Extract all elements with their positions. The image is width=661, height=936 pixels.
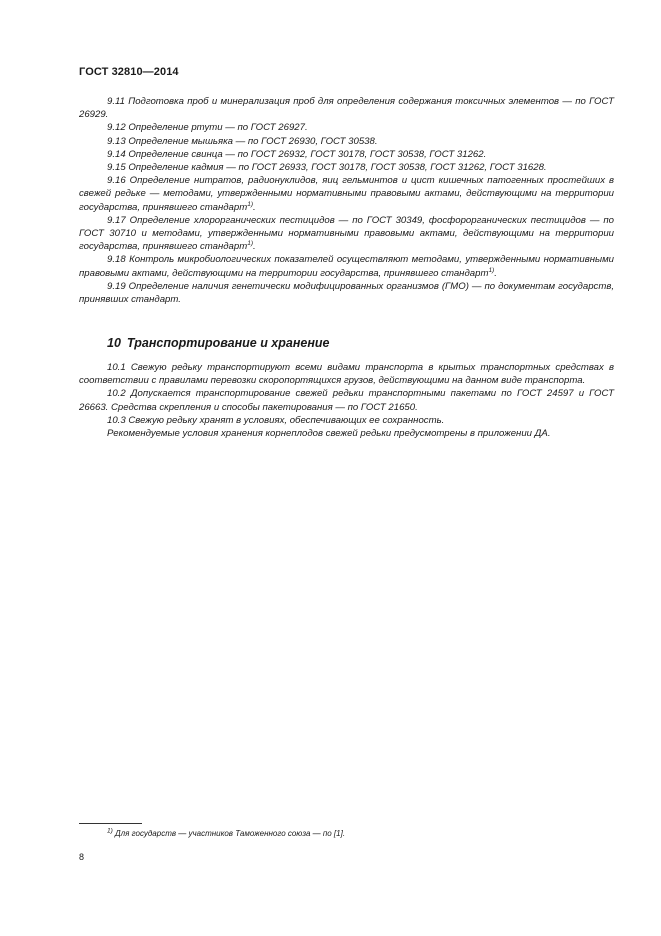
paragraph-9-11: 9.11 Подготовка проб и минерализация проб для определения содержания токсичных элементов — по ГОСТ 26929. (79, 96, 614, 121)
footnote-ref: 1) (488, 266, 495, 274)
section-10-heading (107, 336, 329, 350)
paragraph-9-15: 9.15 Определение кадмия — по ГОСТ 26933, ГОСТ 30178, ГОСТ 30538, ГОСТ 31262, ГОСТ 31628. (107, 162, 547, 174)
footnote-ref: 1) (247, 240, 253, 248)
paragraph-9-16: 9.16 Определение нитратов, радионуклидов, яиц гельминтов и цист кишечных патогенных простейших в свежей редьке — методами, утвержденными нормативными правовыми актами, действующими на территории государства, принявшего стандарт$^{1)}$. (79, 175, 614, 213)
footnote-text: Для государств — участников Таможенного союза — по [1]. (115, 829, 346, 838)
paragraph-9-13: 9.13 Определение мышьяка — по ГОСТ 26930, ГОСТ 30538. (107, 135, 378, 147)
section-title: Транспортирование и хранение (126, 336, 330, 350)
document-header: ГОСТ 32810—2014 (79, 66, 179, 78)
page-number: 8 (79, 852, 85, 862)
paragraph-10-2: 10.2 Допускается транспортирование свежей редьки транспортными пакетами по ГОСТ 24597 и ГОСТ 26663. Средства скрепления и способы пакетирования — по ГОСТ 21650. (79, 388, 614, 413)
footnote (107, 829, 345, 838)
paragraph-9-17: 9.17 Определение хлорорганических пестицидов — по ГОСТ 30349, фосфорорганических пестицидов — по ГОСТ 30710 и методами, утвержденными нормативными правовыми актами, действующими на территории государства, принявшего стандарт$^{1)}$. (79, 214, 614, 253)
paragraph-9-18: 9.18 Контроль микробиологических показателей осуществляют методами, утвержденными нормативными правовыми актами, действующими на территории государства, принявшего стандарт$^{1)}$. (79, 254, 614, 279)
section-10-content (79, 361, 614, 440)
section-number: 10 (107, 336, 121, 350)
section-9-content (79, 95, 614, 306)
footnote-ref: 1) (247, 200, 253, 208)
paragraph-10-1: 10.1 Свежую редьку транспортируют всеми видами транспорта в крытых транспортных средствах в соответствии с правилами перевозки скоропортящихся грузов, действующими на данном виде транспорта. (79, 362, 614, 387)
footnote-mark: 1) (107, 827, 113, 835)
paragraph-9-12: 9.12 Определение ртути — по ГОСТ 26927. (107, 122, 308, 134)
paragraph-9-14: 9.14 Определение свинца — по ГОСТ 26932, ГОСТ 30178, ГОСТ 30538, ГОСТ 31262. (107, 148, 487, 160)
footnote-divider (79, 823, 142, 824)
paragraph-9-19: 9.19 Определение наличия генетически модифицированных организмов (ГМО) — по документам государств, принявших стандарт. (79, 280, 614, 306)
paragraph-10-3: 10.3 Свежую редьку хранят в условиях, обеспечивающих ее сохранность. (107, 414, 445, 426)
paragraph-storage-recommendation: Рекомендуемые условия хранения корнеплодов свежей редьки предусмотрены в приложении ДА. (107, 428, 551, 440)
